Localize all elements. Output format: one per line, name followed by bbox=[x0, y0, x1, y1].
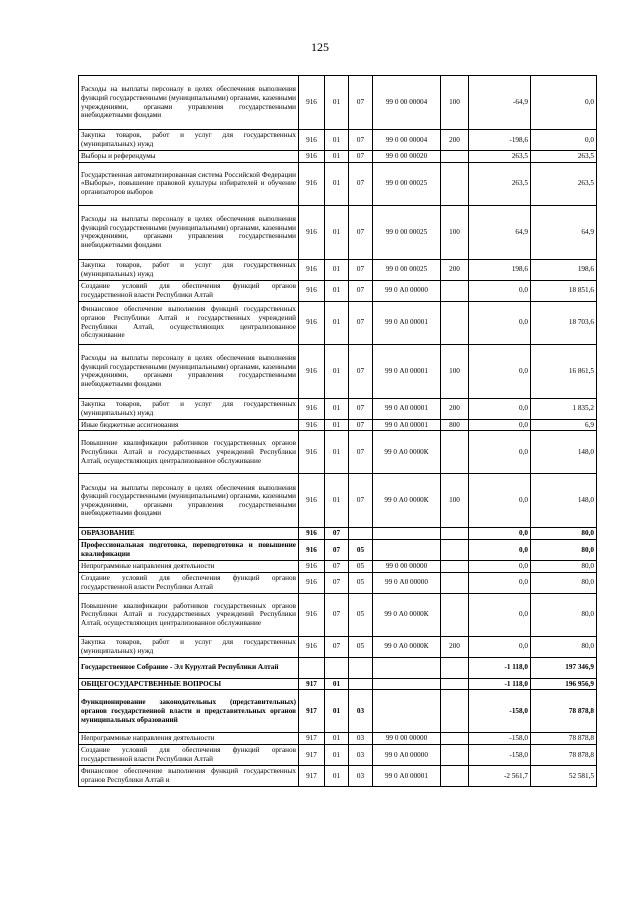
cell-subsection: 07 bbox=[349, 474, 373, 528]
cell-total-amount: 263,5 bbox=[531, 151, 597, 163]
cell-expense-type bbox=[441, 657, 469, 678]
cell-subsection: 03 bbox=[349, 733, 373, 745]
cell-section: 01 bbox=[325, 690, 349, 733]
cell-total-amount: 0,0 bbox=[531, 76, 597, 130]
cell-ministry-code: 916 bbox=[299, 474, 325, 528]
cell-target-article: 99 0 А0 00000 bbox=[373, 744, 441, 765]
cell-section: 01 bbox=[325, 431, 349, 474]
table-row bbox=[79, 130, 597, 151]
cell-subsection: 05 bbox=[349, 593, 373, 636]
cell-target-article bbox=[373, 539, 441, 560]
cell-subsection: 07 bbox=[349, 344, 373, 398]
cell-expense-type: 100 bbox=[441, 344, 469, 398]
cell-section: 07 bbox=[325, 593, 349, 636]
page-number: 125 bbox=[311, 40, 329, 54]
cell-ministry-code: 916 bbox=[299, 151, 325, 163]
cell-target-article: 99 0 00 00025 bbox=[373, 162, 441, 205]
cell-total-amount: 18 851,6 bbox=[531, 280, 597, 301]
cell-change-amount: 0,0 bbox=[469, 280, 531, 301]
table-row bbox=[79, 280, 597, 301]
cell-expense-type bbox=[441, 528, 469, 540]
table-row bbox=[79, 431, 597, 474]
cell-target-article: 99 0 00 00025 bbox=[373, 205, 441, 259]
cell-change-amount: -1 118,0 bbox=[469, 678, 531, 690]
cell-section: 01 bbox=[325, 280, 349, 301]
table-row bbox=[79, 76, 597, 130]
cell-ministry-code bbox=[299, 657, 325, 678]
row-name: Государственная автоматизированная система Российской Федерации «Выборы», повышение правовой культуры избирателей и обучение организаторов выборов bbox=[79, 162, 299, 205]
cell-total-amount: 52 581,5 bbox=[531, 765, 597, 786]
cell-section: 07 bbox=[325, 636, 349, 657]
cell-subsection: 07 bbox=[349, 151, 373, 163]
cell-change-amount: 0,0 bbox=[469, 419, 531, 431]
cell-section: 01 bbox=[325, 151, 349, 163]
cell-subsection: 05 bbox=[349, 572, 373, 593]
cell-change-amount: 64,9 bbox=[469, 205, 531, 259]
cell-target-article: 99 0 А0 0000К bbox=[373, 474, 441, 528]
row-name: Закупка товаров, работ и услуг для государственных (муниципальных) нужд bbox=[79, 259, 299, 280]
cell-expense-type bbox=[441, 744, 469, 765]
cell-ministry-code: 916 bbox=[299, 593, 325, 636]
cell-subsection: 07 bbox=[349, 76, 373, 130]
row-name: Функционирование законодательных (представительных) органов государственной власти и представительных органов муниципальных образований bbox=[79, 690, 299, 733]
cell-total-amount: 80,0 bbox=[531, 593, 597, 636]
table-row bbox=[79, 636, 597, 657]
cell-subsection: 07 bbox=[349, 205, 373, 259]
cell-change-amount: 0,0 bbox=[469, 474, 531, 528]
cell-total-amount: 78 878,8 bbox=[531, 690, 597, 733]
cell-change-amount: -158,0 bbox=[469, 690, 531, 733]
cell-target-article: 99 0 00 00020 bbox=[373, 151, 441, 163]
cell-section: 07 bbox=[325, 572, 349, 593]
cell-ministry-code: 916 bbox=[299, 431, 325, 474]
cell-ministry-code: 916 bbox=[299, 301, 325, 344]
cell-ministry-code: 916 bbox=[299, 398, 325, 419]
cell-section: 07 bbox=[325, 560, 349, 572]
cell-section: 01 bbox=[325, 765, 349, 786]
cell-total-amount: 6,9 bbox=[531, 419, 597, 431]
cell-change-amount: 263,5 bbox=[469, 151, 531, 163]
table-row bbox=[79, 528, 597, 540]
row-name: Расходы на выплаты персоналу в целях обеспечения выполнения функций государственными (муниципальными) органами, казенными учреждениями, органами управления государственными внебюджетными фондами bbox=[79, 344, 299, 398]
table-row bbox=[79, 419, 597, 431]
row-name: Финансовое обеспечение выполнения функций государственных органов Республики Алтай и государственных учреждений Республики Алтай, осуществляющих централизованное обслуживание bbox=[79, 301, 299, 344]
cell-subsection: 07 bbox=[349, 398, 373, 419]
cell-change-amount: 0,0 bbox=[469, 528, 531, 540]
cell-total-amount: 198,6 bbox=[531, 259, 597, 280]
cell-total-amount: 78 878,8 bbox=[531, 733, 597, 745]
cell-target-article: 99 0 А0 00001 bbox=[373, 301, 441, 344]
table-body bbox=[79, 76, 597, 787]
row-name: Создание условий для обеспечения функций органов государственной власти Республики Алтай bbox=[79, 744, 299, 765]
table-row bbox=[79, 560, 597, 572]
row-name: Создание условий для обеспечения функций органов государственной власти Республики Алтай bbox=[79, 280, 299, 301]
cell-ministry-code: 917 bbox=[299, 744, 325, 765]
cell-total-amount: 1 835,2 bbox=[531, 398, 597, 419]
table-row bbox=[79, 205, 597, 259]
row-name: Профессиональная подготовка, переподготовка и повышение квалификации bbox=[79, 539, 299, 560]
cell-change-amount: -198,6 bbox=[469, 130, 531, 151]
cell-subsection bbox=[349, 678, 373, 690]
cell-change-amount: 0,0 bbox=[469, 398, 531, 419]
cell-expense-type bbox=[441, 593, 469, 636]
row-name: Непрограммные направления деятельности bbox=[79, 733, 299, 745]
cell-ministry-code: 916 bbox=[299, 636, 325, 657]
cell-expense-type bbox=[441, 301, 469, 344]
cell-subsection: 03 bbox=[349, 765, 373, 786]
cell-ministry-code: 916 bbox=[299, 560, 325, 572]
cell-total-amount: 78 878,8 bbox=[531, 744, 597, 765]
cell-ministry-code: 916 bbox=[299, 528, 325, 540]
cell-change-amount: 0,0 bbox=[469, 593, 531, 636]
cell-section: 01 bbox=[325, 76, 349, 130]
cell-subsection: 07 bbox=[349, 259, 373, 280]
cell-target-article: 99 0 А0 0000К bbox=[373, 593, 441, 636]
cell-target-article bbox=[373, 657, 441, 678]
table-row bbox=[79, 657, 597, 678]
cell-total-amount: 0,0 bbox=[531, 130, 597, 151]
cell-section: 01 bbox=[325, 259, 349, 280]
cell-change-amount: 0,0 bbox=[469, 301, 531, 344]
row-name: Выборы и референдумы bbox=[79, 151, 299, 163]
cell-subsection: 07 bbox=[349, 419, 373, 431]
cell-total-amount: 148,0 bbox=[531, 431, 597, 474]
cell-target-article: 99 0 А0 0000К bbox=[373, 431, 441, 474]
cell-change-amount: -1 118,0 bbox=[469, 657, 531, 678]
cell-subsection: 05 bbox=[349, 539, 373, 560]
cell-total-amount: 80,0 bbox=[531, 560, 597, 572]
cell-total-amount: 64,9 bbox=[531, 205, 597, 259]
cell-total-amount: 16 861,5 bbox=[531, 344, 597, 398]
cell-subsection: 03 bbox=[349, 744, 373, 765]
cell-expense-type: 200 bbox=[441, 259, 469, 280]
cell-expense-type bbox=[441, 431, 469, 474]
cell-section: 01 bbox=[325, 398, 349, 419]
cell-ministry-code: 916 bbox=[299, 572, 325, 593]
cell-change-amount: 0,0 bbox=[469, 539, 531, 560]
cell-total-amount: 18 703,6 bbox=[531, 301, 597, 344]
row-name: ОБРАЗОВАНИЕ bbox=[79, 528, 299, 540]
cell-target-article: 99 0 00 00004 bbox=[373, 130, 441, 151]
cell-expense-type bbox=[441, 572, 469, 593]
cell-change-amount: 0,0 bbox=[469, 560, 531, 572]
cell-subsection bbox=[349, 657, 373, 678]
row-name: Непрограммные направления деятельности bbox=[79, 560, 299, 572]
cell-section: 01 bbox=[325, 419, 349, 431]
cell-expense-type bbox=[441, 162, 469, 205]
cell-section: 07 bbox=[325, 528, 349, 540]
row-name: Закупка товаров, работ и услуг для государственных (муниципальных) нужд bbox=[79, 636, 299, 657]
row-name: Создание условий для обеспечения функций органов государственной власти Республики Алтай bbox=[79, 572, 299, 593]
cell-expense-type: 200 bbox=[441, 398, 469, 419]
cell-expense-type: 100 bbox=[441, 205, 469, 259]
table-row bbox=[79, 474, 597, 528]
cell-expense-type bbox=[441, 678, 469, 690]
cell-ministry-code: 916 bbox=[299, 130, 325, 151]
cell-expense-type bbox=[441, 690, 469, 733]
row-name: Повышение квалификации работников государственных органов Республики Алтай и государственных учреждений Республики Алтай, осуществляющих централизованное обслуживание bbox=[79, 593, 299, 636]
table-row bbox=[79, 151, 597, 163]
row-name: Закупка товаров, работ и услуг для государственных (муниципальных) нужд bbox=[79, 130, 299, 151]
cell-total-amount: 80,0 bbox=[531, 636, 597, 657]
table-row bbox=[79, 344, 597, 398]
cell-target-article: 99 0 А0 00001 bbox=[373, 419, 441, 431]
cell-expense-type: 200 bbox=[441, 130, 469, 151]
cell-ministry-code: 917 bbox=[299, 765, 325, 786]
table-row bbox=[79, 398, 597, 419]
row-name: Финансовое обеспечение выполнения функций государственных органов Республики Алтай и bbox=[79, 765, 299, 786]
cell-target-article: 99 0 00 00000 bbox=[373, 733, 441, 745]
cell-subsection: 07 bbox=[349, 431, 373, 474]
row-name: Расходы на выплаты персоналу в целях обеспечения выполнения функций государственными (муниципальными) органами, казенными учреждениями, органами управления государственными внебюджетными фондами bbox=[79, 205, 299, 259]
table-row bbox=[79, 678, 597, 690]
cell-target-article bbox=[373, 528, 441, 540]
cell-subsection bbox=[349, 528, 373, 540]
row-name: ОБЩЕГОСУДАРСТВЕННЫЕ ВОПРОСЫ bbox=[79, 678, 299, 690]
table-row bbox=[79, 162, 597, 205]
cell-target-article: 99 0 А0 0000К bbox=[373, 636, 441, 657]
cell-subsection: 05 bbox=[349, 636, 373, 657]
budget-table bbox=[78, 75, 597, 787]
cell-total-amount: 80,0 bbox=[531, 528, 597, 540]
cell-change-amount: 0,0 bbox=[469, 431, 531, 474]
cell-expense-type bbox=[441, 560, 469, 572]
cell-ministry-code: 916 bbox=[299, 162, 325, 205]
cell-ministry-code: 916 bbox=[299, 280, 325, 301]
cell-ministry-code: 916 bbox=[299, 76, 325, 130]
cell-target-article: 99 0 А0 00001 bbox=[373, 344, 441, 398]
cell-section: 01 bbox=[325, 162, 349, 205]
cell-expense-type bbox=[441, 151, 469, 163]
cell-ministry-code: 916 bbox=[299, 259, 325, 280]
cell-target-article bbox=[373, 678, 441, 690]
cell-subsection: 07 bbox=[349, 130, 373, 151]
cell-expense-type: 100 bbox=[441, 474, 469, 528]
cell-section: 01 bbox=[325, 205, 349, 259]
cell-expense-type bbox=[441, 280, 469, 301]
cell-total-amount: 80,0 bbox=[531, 572, 597, 593]
cell-total-amount: 80,0 bbox=[531, 539, 597, 560]
cell-change-amount: 263,5 bbox=[469, 162, 531, 205]
cell-section bbox=[325, 657, 349, 678]
row-name: Повышение квалификации работников государственных органов Республики Алтай и государственных учреждений Республики Алтай, осуществляющих централизованное обслуживание bbox=[79, 431, 299, 474]
table-row bbox=[79, 593, 597, 636]
cell-ministry-code: 916 bbox=[299, 539, 325, 560]
row-name: Закупка товаров, работ и услуг для государственных (муниципальных) нужд bbox=[79, 398, 299, 419]
cell-target-article: 99 0 00 00000 bbox=[373, 560, 441, 572]
cell-change-amount: -2 561,7 bbox=[469, 765, 531, 786]
cell-change-amount: 198,6 bbox=[469, 259, 531, 280]
cell-ministry-code: 917 bbox=[299, 678, 325, 690]
cell-target-article: 99 0 00 00004 bbox=[373, 76, 441, 130]
cell-section: 01 bbox=[325, 733, 349, 745]
cell-section: 01 bbox=[325, 744, 349, 765]
cell-ministry-code: 916 bbox=[299, 205, 325, 259]
cell-change-amount: -158,0 bbox=[469, 733, 531, 745]
cell-target-article: 99 0 А0 00000 bbox=[373, 280, 441, 301]
cell-expense-type bbox=[441, 733, 469, 745]
cell-target-article: 99 0 00 00025 bbox=[373, 259, 441, 280]
table-row bbox=[79, 259, 597, 280]
cell-total-amount: 197 346,9 bbox=[531, 657, 597, 678]
cell-ministry-code: 917 bbox=[299, 690, 325, 733]
row-name: Расходы на выплаты персоналу в целях обеспечения выполнения функций государственными (муниципальными) органами, казенными учреждениями, органами управления государственными внебюджетными фондами bbox=[79, 76, 299, 130]
row-name: Расходы на выплаты персоналу в целях обеспечения выполнения функций государственными (муниципальными) органами, казенными учреждениями, органами управления государственными внебюджетными фондами bbox=[79, 474, 299, 528]
cell-total-amount: 148,0 bbox=[531, 474, 597, 528]
cell-section: 01 bbox=[325, 301, 349, 344]
cell-subsection: 07 bbox=[349, 162, 373, 205]
cell-expense-type bbox=[441, 765, 469, 786]
row-name: Государственное Собрание - Эл Курултай Республики Алтай bbox=[79, 657, 299, 678]
cell-ministry-code: 917 bbox=[299, 733, 325, 745]
cell-change-amount: -64,9 bbox=[469, 76, 531, 130]
cell-change-amount: 0,0 bbox=[469, 344, 531, 398]
cell-total-amount: 263,5 bbox=[531, 162, 597, 205]
cell-target-article: 99 0 А0 00001 bbox=[373, 765, 441, 786]
table-row bbox=[79, 690, 597, 733]
cell-subsection: 03 bbox=[349, 690, 373, 733]
table-row bbox=[79, 765, 597, 786]
table-row bbox=[79, 572, 597, 593]
cell-target-article: 99 0 А0 00001 bbox=[373, 398, 441, 419]
cell-change-amount: -158,0 bbox=[469, 744, 531, 765]
cell-section: 01 bbox=[325, 344, 349, 398]
cell-expense-type: 100 bbox=[441, 76, 469, 130]
cell-subsection: 07 bbox=[349, 280, 373, 301]
cell-section: 01 bbox=[325, 474, 349, 528]
cell-section: 01 bbox=[325, 130, 349, 151]
cell-expense-type bbox=[441, 539, 469, 560]
cell-subsection: 07 bbox=[349, 301, 373, 344]
cell-ministry-code: 916 bbox=[299, 419, 325, 431]
table-row bbox=[79, 301, 597, 344]
table-row bbox=[79, 733, 597, 745]
cell-target-article: 99 0 А0 00000 bbox=[373, 572, 441, 593]
cell-subsection: 05 bbox=[349, 560, 373, 572]
cell-expense-type: 800 bbox=[441, 419, 469, 431]
cell-change-amount: 0,0 bbox=[469, 636, 531, 657]
cell-ministry-code: 916 bbox=[299, 344, 325, 398]
cell-target-article bbox=[373, 690, 441, 733]
cell-change-amount: 0,0 bbox=[469, 572, 531, 593]
cell-total-amount: 196 956,9 bbox=[531, 678, 597, 690]
cell-section: 07 bbox=[325, 539, 349, 560]
table-row bbox=[79, 744, 597, 765]
table-row bbox=[79, 539, 597, 560]
cell-expense-type: 200 bbox=[441, 636, 469, 657]
row-name: Иные бюджетные ассигнования bbox=[79, 419, 299, 431]
cell-section: 01 bbox=[325, 678, 349, 690]
